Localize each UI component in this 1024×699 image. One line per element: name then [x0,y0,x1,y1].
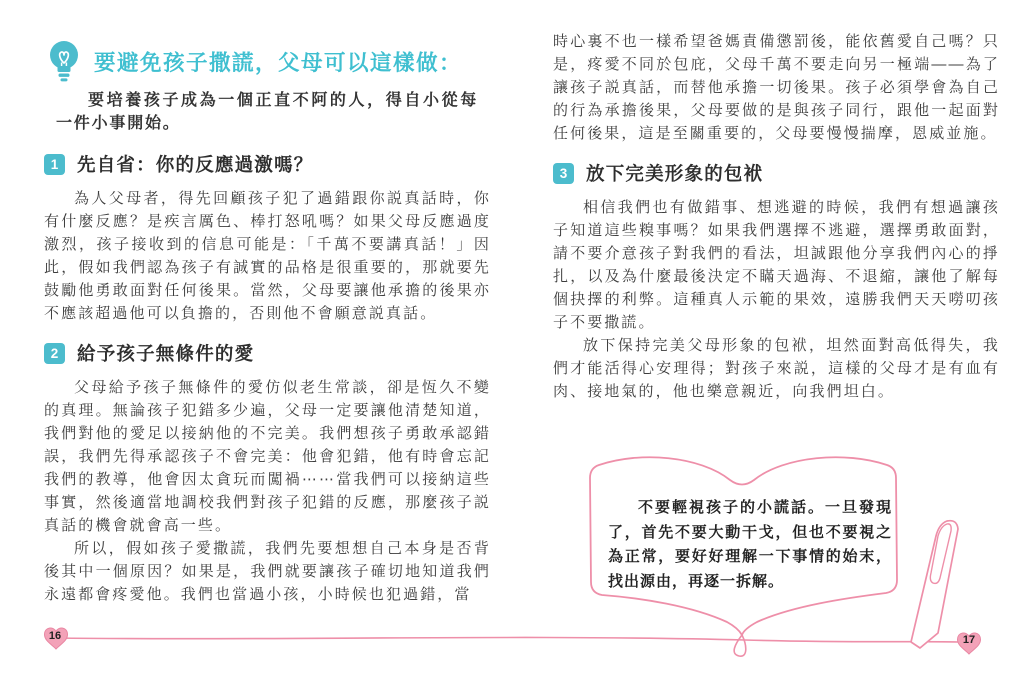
section-1-paragraph: 為人父母者，得先回顧孩子犯了過錯跟你説真話時，你有什麼反應？是疾言厲色、棒打怒吼嗎？如果父母反應過度激烈，孩子接收到的信息可能是：「千萬不要講真話！」因此，假如我們認為孩子有誠實的品格是很重要的，那就要先鼓勵他勇敢面對任何後果。當然，父母要讓他承擔的後果亦不應該超過他可以負擔的，否則他不會願意説真話。 [44,190,491,322]
right-page [553,30,1000,403]
section-3-paragraph-1: 相信我們也有做錯事、想逃避的時候，我們有想過讓孩子知道這些糗事嗎？如果我們選擇不逃避，選擇勇敢面對，請不要介意孩子對我們的看法，坦誠跟他分享我們內心的掙扎，以及為什麼最後決定不瞞天過海、不退縮，讓他了解每個抉擇的利弊。這種真人示範的果效，遠勝我們天天嘮叨孩子不要撒謊。 [553,199,1000,331]
section-2-paragraph-2: 所以，假如孩子愛撒謊，我們先要想想自己本身是否背後其中一個原因？如果是，我們就要讓孩子確切地知道我們永遠都會疼愛他。我們也當過小孩，小時候也犯過錯，當 [44,540,491,603]
book-note-text: 不要輕視孩子的小謊話。一旦發現了，首先不要大動干戈，但也不要視之為正常，要好好理解一下事情的始末，找出源由，再逐一拆解。 [608,500,892,590]
continuation-paragraph: 時心裏不也一樣希望爸媽責備懲罰後，能依舊愛自己嗎？只是，疼愛不同於包庇，父母千萬不要走向另一極端——為了讓孩子説真話，而替他承擔一切後果。孩子必須學會為自己的行為承擔後果，父母要做的是與孩子同行，跟他一起面對任何後果，這是至關重要的，父母要慢慢揣摩，恩威並施。 [553,33,1000,142]
section-2-heading-row [44,340,491,366]
section-3-paragraph-2: 放下保持完美父母形象的包袱，坦然面對高低得失，我們才能活得心安理得；對孩子來説，這樣的父母才是有血有肉、接地氣的，他也樂意親近，向我們坦白。 [553,337,1000,400]
section-1-heading-row [44,151,491,177]
section-2-heading: 給予孩子無條件的愛 [77,343,255,364]
section-1-heading: 先自省：你的反應過激嗎？ [77,154,314,175]
pen-icon [911,521,958,648]
page-title: 要避免孩子撒謊，父母可以這樣做： [94,50,463,75]
lightbulb-icon [44,39,84,85]
page-number-left: 16 [48,630,62,642]
chapter-title-row [44,40,491,82]
book-spine-loop [734,635,746,656]
footer-line [57,637,958,642]
section-2-number-badge: 2 [44,343,65,364]
section-1-number-badge: 1 [44,154,65,175]
page-number-right: 17 [962,634,976,646]
section-2-paragraph-1: 父母給予孩子無條件的愛仿似老生常談，卻是恆久不變的真理。無論孩子犯錯多少遍，父母一定要讓他清楚知道，我們對他的愛足以接納他的不完美。我們想孩子勇敢承認錯誤，我們先得承認孩子不會完美：他會犯錯，他有時會忘記我們的教導，他會因太貪玩而闖禍⋯⋯當我們可以接納這些事實，然後適當地調校我們對孩子犯錯的反應，那麼孩子説真話的機會就會高一些。 [44,379,491,534]
section-3-heading-row [553,160,1000,186]
intro-text: 要培養孩子成為一個正直不阿的人，得自小從每一件小事開始。 [56,92,478,132]
section-3-number-badge: 3 [553,163,574,184]
section-3-heading: 放下完美形象的包袱 [586,163,764,184]
